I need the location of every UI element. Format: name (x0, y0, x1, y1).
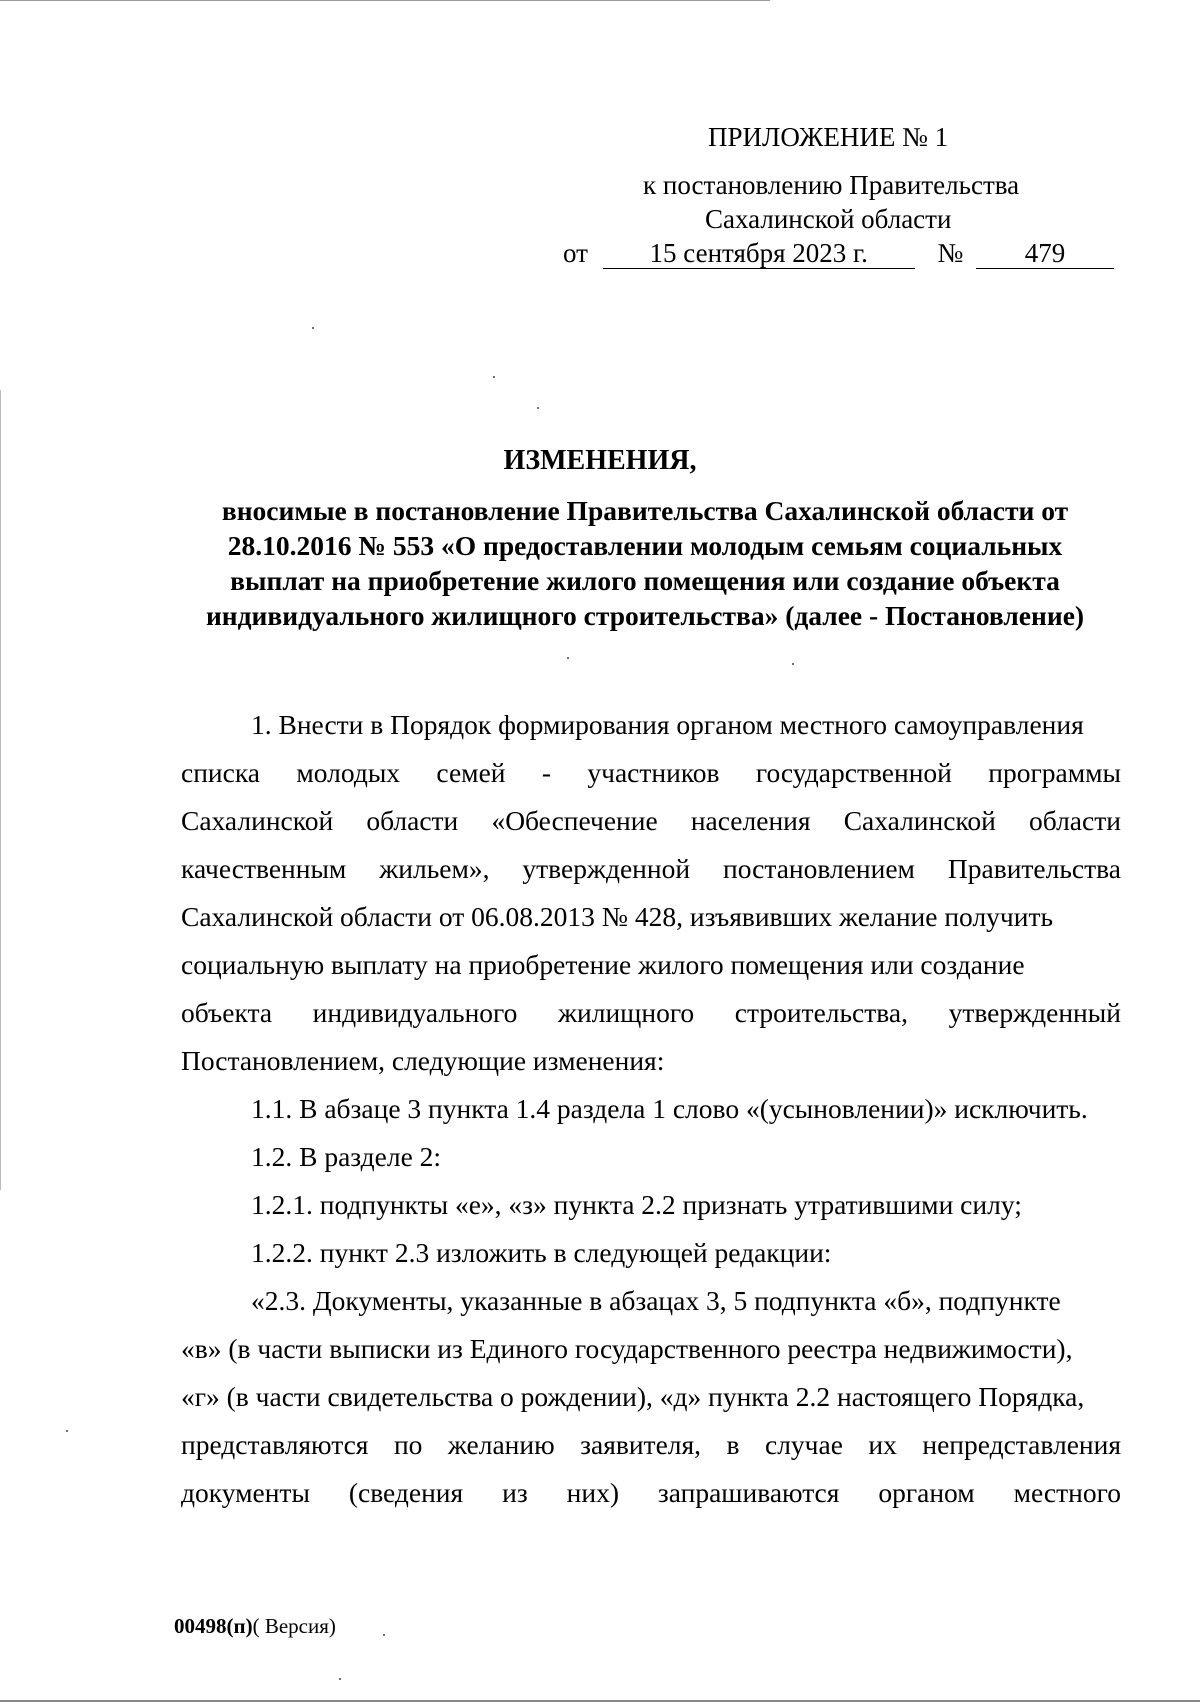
word: (сведения (348, 1477, 464, 1508)
item-2-3-line-5 (181, 1469, 1121, 1517)
word: программы (988, 757, 1121, 788)
paragraph-1-line-6: социальную выплату на приобретение жилого помещения или создание (181, 949, 1025, 980)
word: запрашиваются (657, 1477, 840, 1508)
decree-reference-line1: к постановлению Правительства (643, 170, 1020, 200)
number-label: № (937, 238, 964, 268)
word: непредставления (922, 1429, 1121, 1460)
scan-edge-left (0, 390, 1, 1190)
word: представляются (181, 1429, 369, 1460)
word: населения (690, 805, 811, 836)
word: качественным (181, 853, 347, 884)
document-code: 00498(п) (174, 1614, 253, 1638)
word: Правительства (947, 853, 1121, 884)
item-2-3-line-3: «г» (в части свидетельства о рождении), «д» пункта 2.2 настоящего Порядка, (181, 1381, 1085, 1412)
word: «Обеспечение (491, 805, 658, 836)
subtitle-line: выплат на приобретение жилого помещения или создание объекта (230, 565, 1060, 596)
word: случае (765, 1429, 843, 1460)
word: жилищного (558, 997, 695, 1028)
word: семей (436, 757, 506, 788)
subtitle-line: 28.10.2016 № 553 «О предоставлении молодым семьям социальных (227, 530, 1063, 561)
word: участников (587, 757, 720, 788)
document-footer (174, 1614, 336, 1639)
document-title: ИЗМЕНЕНИЯ, (503, 445, 697, 476)
item-1-2-1: 1.2.1. подпункты «е», «з» пункта 2.2 признать утратившими силу; (251, 1189, 1022, 1220)
scan-speck (567, 657, 569, 659)
scan-edge-top (0, 0, 770, 1)
item-2-3-line-2: «в» (в части выписки из Единого государственного реестра недвижимости), (181, 1333, 1073, 1364)
decree-date: 15 сентября 2023 г. (603, 238, 915, 269)
scan-speck (312, 327, 314, 329)
from-label: от (563, 238, 588, 268)
word: списка (181, 757, 260, 788)
scan-speck (339, 1678, 341, 1680)
subtitle-line: вносимые в постановление Правительства Сахалинской области от (221, 495, 1069, 526)
scan-speck (537, 407, 539, 409)
word: утвержденной (522, 853, 691, 884)
paragraph-1-line-7 (181, 989, 1121, 1037)
word: индивидуального (312, 997, 518, 1028)
word: области (366, 805, 459, 836)
paragraph-1-line-1: 1. Внести в Порядок формирования органом местного самоуправления (251, 709, 1084, 740)
word: них) (566, 1477, 619, 1508)
word: утвержденный (948, 997, 1121, 1028)
word: местного (1013, 1477, 1121, 1508)
decree-number: 479 (976, 238, 1114, 269)
scan-speck (66, 1430, 68, 1432)
decree-reference-line2: Сахалинской области (705, 204, 952, 234)
word: документы (181, 1477, 310, 1508)
paragraph-1-line-8: Постановлением, следующие изменения: (181, 1045, 665, 1076)
word: из (502, 1477, 528, 1508)
document-version: ( Версия) (252, 1614, 336, 1638)
word: государственной (755, 757, 952, 788)
word: Сахалинской (181, 805, 334, 836)
scan-speck (383, 1634, 385, 1636)
subtitle-line: индивидуального жилищного строительства» (далее - Постановление) (205, 600, 1085, 631)
word: области (1029, 805, 1121, 836)
word: Сахалинской (843, 805, 996, 836)
item-2-3-line-4 (181, 1421, 1121, 1469)
decree-date-line (563, 238, 1114, 269)
word: постановлением (722, 853, 915, 884)
word: органом (878, 1477, 975, 1508)
item-1-2-2: 1.2.2. пункт 2.3 изложить в следующей редакции: (251, 1237, 832, 1268)
scan-speck (792, 663, 794, 665)
word: - (541, 757, 552, 788)
paragraph-1-line-5: Сахалинской области от 06.08.2013 № 428, изъявивших желание получить (181, 901, 1054, 932)
item-1-2: 1.2. В разделе 2: (251, 1141, 442, 1172)
scan-speck (493, 376, 495, 378)
word: строительства, (734, 997, 908, 1028)
word: молодых (296, 757, 401, 788)
word: желанию (447, 1429, 555, 1460)
word: объекта (181, 997, 273, 1028)
item-1-1: 1.1. В абзаце 3 пункта 1.4 раздела 1 слово «(усыновлении)» исключить. (251, 1093, 1088, 1124)
paragraph-1-line-4 (181, 845, 1121, 893)
body-text (181, 701, 1121, 1517)
word: жильем», (379, 853, 490, 884)
paragraph-1-line-3 (181, 797, 1121, 845)
word: по (393, 1429, 423, 1460)
scan-edge-bottom (0, 1700, 1200, 1702)
document-subtitle (195, 493, 1095, 633)
item-2-3-line-1: «2.3. Документы, указанные в абзацах 3, 5 подпункта «б», подпункте (251, 1285, 1061, 1316)
word: их (868, 1429, 897, 1460)
word: в (726, 1429, 740, 1460)
word: заявителя, (580, 1429, 702, 1460)
paragraph-1-line-2 (181, 749, 1121, 797)
appendix-number: ПРИЛОЖЕНИЕ № 1 (708, 122, 949, 152)
